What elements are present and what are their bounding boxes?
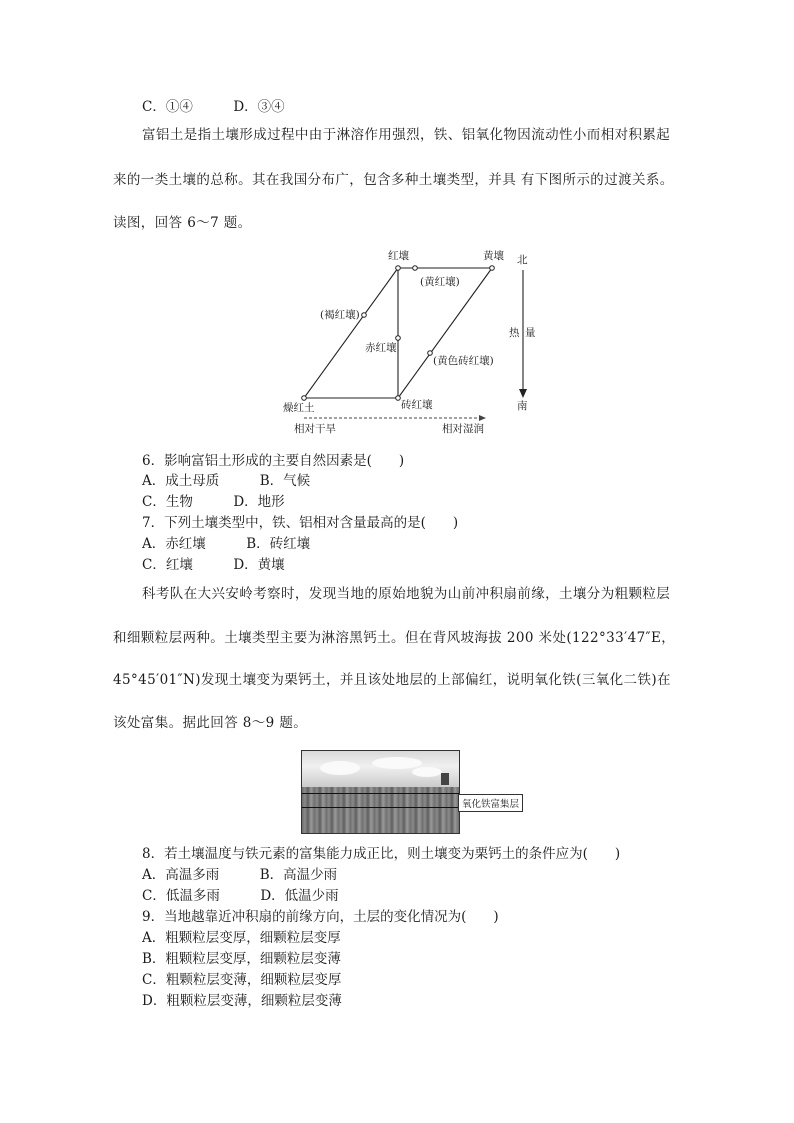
label-huangrang: 黄壤: [483, 250, 504, 262]
enrichment-layer-top-line: [302, 793, 459, 794]
label-hehongrang: (褐红壤): [320, 309, 360, 321]
intro2-line3: 45°45′01″N)发现土壤变为栗钙土，并且该处地层的上部偏红，说明氧化铁(三氧化二铁)在: [113, 672, 671, 688]
q8-options-ab: A．高温多雨 B．高温少雨: [142, 867, 338, 883]
label-re: 热: [509, 327, 520, 339]
label-zhuanhongrang: 砖红壤: [401, 399, 433, 411]
q6-stem: 6．影响富铝土形成的主要自然因素是( ): [142, 453, 405, 469]
photo-signboard: [441, 773, 449, 785]
q5-options: C．①④ D．③④: [142, 99, 285, 115]
q8-options-cd: C．低温多雨 D．低温少雨: [142, 888, 339, 904]
q7-options-cd: C．红壤 D．黄壤: [142, 557, 285, 573]
photo-cloud: [320, 761, 360, 775]
soil-profile-photo: [301, 750, 460, 834]
intro2-line4: 该处富集。据此回答 8～9 题。: [113, 715, 308, 731]
iron-oxide-layer-label: 氧化铁富集层: [458, 794, 523, 812]
intro1-line1: 富铝土是指土壤形成过程中由于淋溶作用强烈，铁、铝氧化物因流动性小而相对积累起: [142, 127, 671, 143]
diagram-lines: [280, 246, 550, 441]
q9-stem: 9．当地越靠近冲积扇的前缘方向，土层的变化情况为( ): [142, 909, 499, 925]
q8-stem: 8．若土壤温度与铁元素的富集能力成正比，则土壤变为栗钙土的条件应为( ): [142, 846, 621, 862]
q6-options-cd: C．生物 D．地形: [142, 494, 285, 510]
label-wet: 相对湿润: [442, 423, 484, 435]
label-dry: 相对干旱: [294, 423, 336, 435]
q7-stem: 7．下列土壤类型中，铁、铝相对含量最高的是( ): [142, 515, 459, 531]
label-zaohongtu: 燥红土: [283, 402, 315, 414]
q9-option-a: A．粗颗粒层变厚，细颗粒层变厚: [142, 930, 341, 946]
label-south: 南: [517, 400, 528, 412]
photo-cloud: [412, 767, 442, 777]
intro1-line3: 读图，回答 6～7 题。: [113, 215, 252, 231]
q9-option-b: B．粗颗粒层变厚，细颗粒层变薄: [142, 951, 341, 967]
label-huanghongrang: (黄红壤): [420, 276, 460, 288]
intro2-line1: 科考队在大兴安岭考察时，发现当地的原始地貌为山前冲积扇前缘，土壤分为粗颗粒层: [142, 586, 671, 602]
label-chihongrang: 赤红壤: [365, 342, 397, 354]
intro2-line2: 和细颗粒层两种。土壤类型主要为淋溶黑钙土。但在背风坡海拔 200 米处(122°33′47″E，: [113, 630, 676, 646]
label-huangsezhuanhongrang: (黄色砖红壤): [433, 355, 494, 367]
photo-cloud: [372, 757, 422, 769]
label-hongrang: 红壤: [388, 250, 409, 262]
enrichment-layer-bottom-line: [302, 807, 459, 808]
q6-options-ab: A．成土母质 B．气候: [142, 473, 311, 489]
label-north: 北: [517, 254, 528, 266]
q9-option-c: C．粗颗粒层变薄，细颗粒层变厚: [142, 972, 342, 988]
label-liang: 量: [525, 327, 536, 339]
soil-transition-diagram: [280, 246, 550, 441]
q9-option-d: D．粗颗粒层变薄，细颗粒层变薄: [142, 993, 342, 1009]
intro1-line2: 来的一类土壤的总称。其在我国分布广，包含多种土壤类型，并具 有下图所示的过渡关系。: [113, 172, 674, 188]
q7-options-ab: A．赤红壤 B．砖红壤: [142, 536, 311, 552]
